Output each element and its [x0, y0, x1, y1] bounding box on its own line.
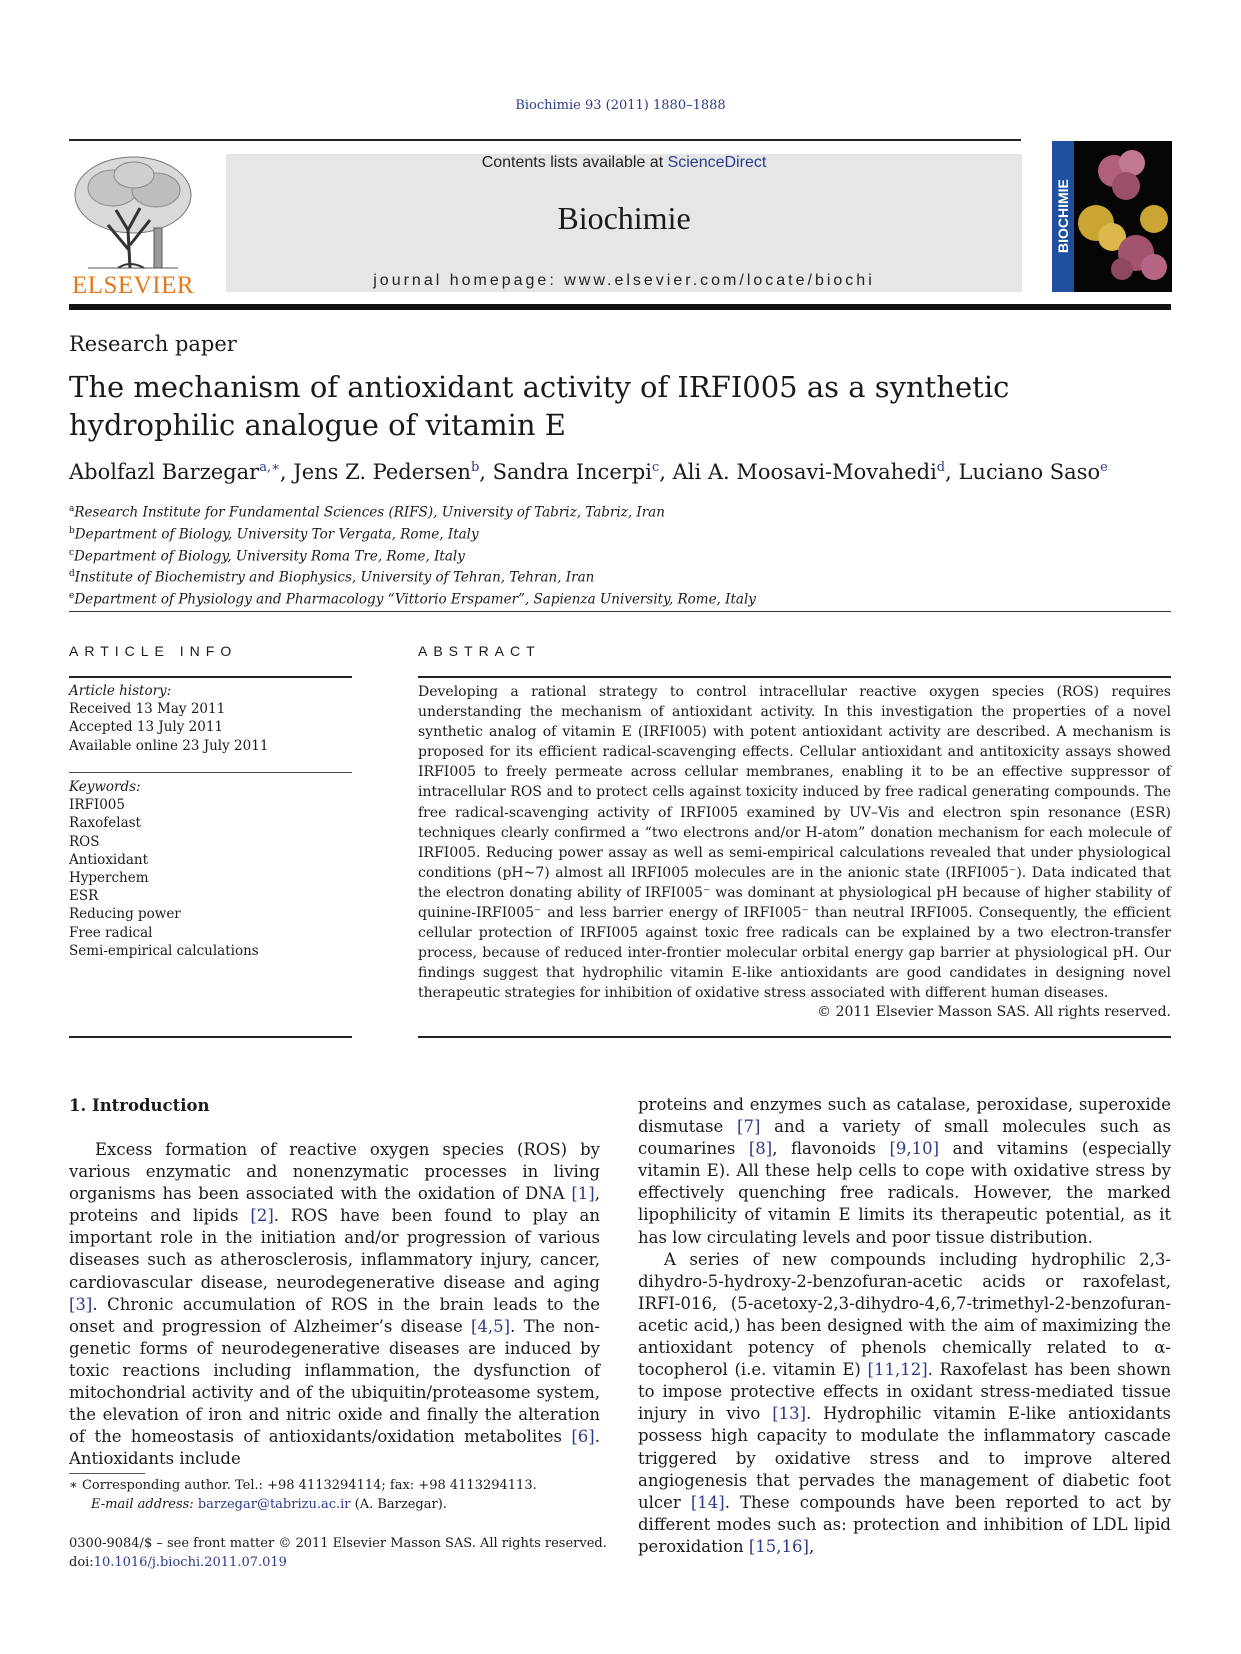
body-text: . The non-genetic forms of neurodegenerative diseases are induced by toxic reactions including inflammation, the dysfunction of mitochondrial activity and of the ubiquitin/proteasome system, the elevation of iron and nitric oxide and finally the alteration of the homeostasis of antioxidants/oxidation metabolites — [69, 1316, 600, 1447]
history-label: Article history: — [69, 683, 172, 699]
journal-citation[interactable]: Biochimie 93 (2011) 1880–1888 — [515, 98, 726, 113]
section-divider — [69, 611, 1171, 612]
affiliation-key: b — [69, 525, 75, 536]
affiliation-text: Institute of Biochemistry and Biophysics, University of Tehran, Tehran, Iran — [74, 569, 595, 586]
body-paragraph — [69, 1139, 600, 1470]
author-name[interactable]: Ali A. Moosavi-Movahedi — [672, 460, 937, 484]
affiliation-item — [69, 565, 756, 587]
elsevier-wordmark: ELSEVIER — [71, 272, 195, 299]
citation-reference-link[interactable]: [8] — [748, 1139, 773, 1159]
affiliation-key: d — [69, 569, 75, 580]
article-type: Research paper — [69, 332, 237, 356]
email-line — [69, 1496, 609, 1515]
affiliation-text: Research Institute for Fundamental Sciences (RIFS), University of Tabriz, Tabriz, Iran — [74, 504, 665, 521]
author-affil-marker[interactable]: a,∗ — [259, 460, 280, 475]
citation-reference-link[interactable]: [1] — [571, 1184, 595, 1204]
keyword-list — [69, 778, 352, 960]
body-text: , flavonoids — [772, 1139, 890, 1159]
author-affil-marker[interactable]: e — [1100, 460, 1108, 475]
cover-label: BIOCHIMIE — [1055, 179, 1071, 254]
citation-reference-link[interactable]: [13] — [772, 1404, 807, 1424]
journal-homepage[interactable]: journal homepage: www.elsevier.com/locate/biochi — [373, 272, 875, 289]
footnote-rule — [69, 1473, 145, 1474]
citation-reference-link[interactable]: [9,10] — [889, 1139, 940, 1159]
corresponding-author-footnote — [69, 1477, 609, 1514]
email-label: E-mail address: — [91, 1496, 194, 1512]
body-text: and vitamins (especially vitamin E). All these help cells to cope with oxidative stress by effectively quenching free radicals. However, the marked lipophilicity of vitamin E limits its therapeutic potential, as it has low circulating levels and poor tissue distribution. — [638, 1139, 1172, 1247]
citation-reference-link[interactable]: [7] — [737, 1117, 761, 1137]
keyword-item: Hyperchem — [69, 870, 149, 887]
body-paragraph — [638, 1249, 1171, 1558]
info-rule-bottom — [69, 1036, 352, 1038]
body-paragraph — [638, 1094, 1171, 1249]
affiliation-text: Department of Physiology and Pharmacology “Vittorio Erspamer”, Sapienza University, Rome, Italy — [74, 591, 756, 608]
abstract-rule-bottom — [418, 1036, 1171, 1038]
affiliation-item — [69, 522, 756, 544]
affiliation-item — [69, 587, 756, 609]
info-rule-top — [69, 676, 352, 678]
keyword-item: Semi-empirical calculations — [69, 942, 259, 959]
author-separator: , — [659, 460, 673, 484]
body-text: . Chronic accumulation of ROS in the brain leads to the onset and progression of Alzheimer’s disease — [69, 1294, 600, 1336]
author-affil-marker[interactable]: b — [470, 460, 480, 475]
article-title — [69, 368, 1069, 444]
affiliation-text: Department of Biology, University Roma Tre, Rome, Italy — [74, 548, 465, 565]
contents-prefix: Contents lists available at — [481, 154, 668, 171]
journal-name: Biochimie — [557, 200, 691, 236]
title-line-2: hydrophilic analogue of vitamin E — [69, 408, 566, 442]
keyword-item: Free radical — [69, 924, 153, 941]
affiliation-key: c — [69, 547, 75, 558]
section-heading-introduction: 1. Introduction — [69, 1096, 210, 1115]
author-separator: , — [279, 460, 294, 484]
front-matter — [69, 1535, 629, 1572]
author-affil-marker[interactable]: c — [651, 460, 660, 475]
history-online: Available online 23 July 2011 — [69, 737, 269, 754]
keyword-item: ESR — [69, 888, 99, 905]
title-line-1: The mechanism of antioxidant activity of IRFI005 as a synthetic — [69, 370, 1010, 404]
body-text: A series of new compounds including hydrophilic 2,3-dihydro-5-hydroxy-2-benzofuran-acetic acids or raxofelast, IRFI-016, (5-acetoxy-2,3-dihydro-4,6,7-trimethyl-2-benzofuran-acetic acid,) has been designed with the aim of maximizing the antioxidant potency of phenols chemically related to α-tocopherol (i.e. vitamin E) — [638, 1249, 1171, 1380]
keyword-item: Raxofelast — [69, 815, 141, 832]
keyword-item: ROS — [69, 833, 100, 850]
email-link[interactable]: barzegar@tabrizu.ac.ir — [197, 1496, 351, 1512]
citation-reference-link[interactable]: [15,16] — [748, 1536, 809, 1556]
author-list — [69, 460, 1179, 484]
body-text: . Hydrophilic vitamin E-like antioxidants possess high capacity to modulate the inflammatory cascade triggered by oxidative stress and to improve altered angiogenesis that pervades the management of diabetic foot ulcer — [638, 1404, 1171, 1512]
email-suffix: (A. Barzegar). — [350, 1496, 447, 1512]
author-separator: , — [945, 460, 959, 484]
affiliation-key: e — [69, 591, 75, 602]
citation-reference-link[interactable]: [14] — [690, 1492, 725, 1512]
journal-cover-thumbnail — [1052, 141, 1172, 292]
citation-reference-link[interactable]: [3] — [69, 1294, 93, 1314]
molecule-image — [1074, 141, 1172, 292]
body-column-left — [69, 1139, 600, 1470]
corresponding-author: ∗ Corresponding author. Tel.: +98 4113294114; fax: +98 4113294113. — [69, 1478, 537, 1493]
body-text: Excess formation of reactive oxygen species (ROS) by various enzymatic and nonenzymatic processes in living organisms has been associated with the oxidation of DNA — [69, 1140, 600, 1204]
body-text: . Raxofelast has been shown to impose protective effects in oxidant stress-mediated tissue injury in vivo — [638, 1360, 1171, 1424]
citation-reference-link[interactable]: [4,5] — [470, 1316, 511, 1336]
author-name[interactable]: Luciano Saso — [958, 460, 1101, 484]
header-rule — [69, 139, 1021, 141]
affiliation-text: Department of Biology, University Tor Vergata, Rome, Italy — [74, 526, 479, 543]
keyword-item: Antioxidant — [69, 851, 149, 868]
doi-link[interactable]: 10.1016/j.biochi.2011.07.019 — [93, 1554, 287, 1570]
affiliation-item — [69, 500, 756, 522]
author-name[interactable]: Abolfazl Barzegar — [69, 460, 260, 484]
citation-reference-link[interactable]: [6] — [571, 1427, 595, 1447]
contents-available — [226, 154, 1022, 172]
affiliation-list — [69, 500, 756, 609]
affiliation-key: a — [69, 504, 75, 514]
doi-line — [69, 1554, 629, 1573]
affiliation-item — [69, 544, 756, 566]
sciencedirect-link[interactable]: ScienceDirect — [667, 154, 767, 171]
abstract-rule-top — [418, 676, 1171, 678]
body-text: , — [808, 1536, 815, 1556]
body-text: , proteins and lipids — [69, 1184, 600, 1226]
body-text: . ROS have been found to play an important role in the initiation and/or progression of various diseases such as atherosclerosis, inflammatory injury, cancer, cardiovascular disease, neurodegenerative disease and aging — [69, 1206, 600, 1292]
keyword-item: IRFI005 — [69, 797, 125, 814]
header-thick-rule — [69, 304, 1171, 310]
author-separator: , — [479, 460, 493, 484]
abstract-text: Developing a rational strategy to control intracellular reactive oxygen species (ROS) requires understanding the mechanism of antioxidant activity. In this investigation the properties of a novel synthetic analog of vitamin E (IRFI005) with potent antioxidant activity are described. A mechanism is proposed for its efficient radical-scavenging effects. Cellular antioxidant and antitoxicity assays showed IRFI005 to freely permeate across cellular membranes, enabling it to be an effective suppressor of intracellular ROS and to protect cells against toxicity induced by free radical generating compounds. The free radical-scavenging activity of IRFI005 examined by UV–Vis and electron spin resonance (ESR) techniques clearly confirmed a “two electrons and/or H-atom” donation mechanism for each molecule of IRFI005. Reducing power assay as well as semi-empirical calculations revealed that under physiological conditions (pH∼7) almost all IRFI005 molecules are in the anionic state (IRFI005⁻). Data indicated that the electron donating ability of IRFI005⁻ was dominant at physiological pH because of higher stability of quinine-IRFI005⁻ and less barrier energy of IRFI005⁻ than neutral IRFI005. Consequently, the efficient cellular protection of IRFI005 against toxic free radicals can be explained by a two electron-transfer process, because of reduced inter-frontier molecular orbital energy gap barrier at physiological pH. Our findings suggest that hydrophilic vitamin E-like antioxidants are good candidates in designing novel therapeutic strategies for inhibition of oxidative stress associated with different human diseases. — [418, 684, 1171, 1002]
article-history — [69, 682, 352, 755]
body-text: and a variety of small molecules such as coumarines — [638, 1117, 1171, 1159]
issn-line: 0300-9084/$ – see front matter © 2011 Elsevier Masson SAS. All rights reserved. — [69, 1536, 607, 1551]
info-rule-middle — [69, 772, 352, 773]
body-column-right — [638, 1094, 1171, 1558]
author-affil-marker[interactable]: d — [936, 460, 946, 475]
doi-label: doi: — [69, 1554, 94, 1570]
citation-reference-link[interactable]: [2] — [250, 1206, 274, 1226]
history-accepted: Accepted 13 July 2011 — [69, 719, 224, 736]
article-info-heading: ARTICLE INFO — [69, 643, 238, 659]
history-received: Received 13 May 2011 — [69, 701, 226, 718]
body-text: . These compounds have been reported to act by different modes such as: protection and inhibition of LDL lipid peroxidation — [638, 1492, 1172, 1556]
abstract-heading: ABSTRACT — [418, 643, 541, 659]
body-text: proteins and enzymes such as catalase, peroxidase, superoxide dismutase — [638, 1095, 1171, 1137]
body-text: . Antioxidants include — [69, 1427, 600, 1469]
citation-reference-link[interactable]: [11,12] — [867, 1360, 928, 1380]
abstract-copyright: © 2011 Elsevier Masson SAS. All rights reserved. — [817, 1004, 1171, 1020]
keyword-item: Reducing power — [69, 906, 181, 923]
author-name[interactable]: Sandra Incerpi — [492, 460, 652, 484]
keywords-label: Keywords: — [69, 779, 141, 795]
author-name[interactable]: Jens Z. Pedersen — [293, 460, 471, 484]
